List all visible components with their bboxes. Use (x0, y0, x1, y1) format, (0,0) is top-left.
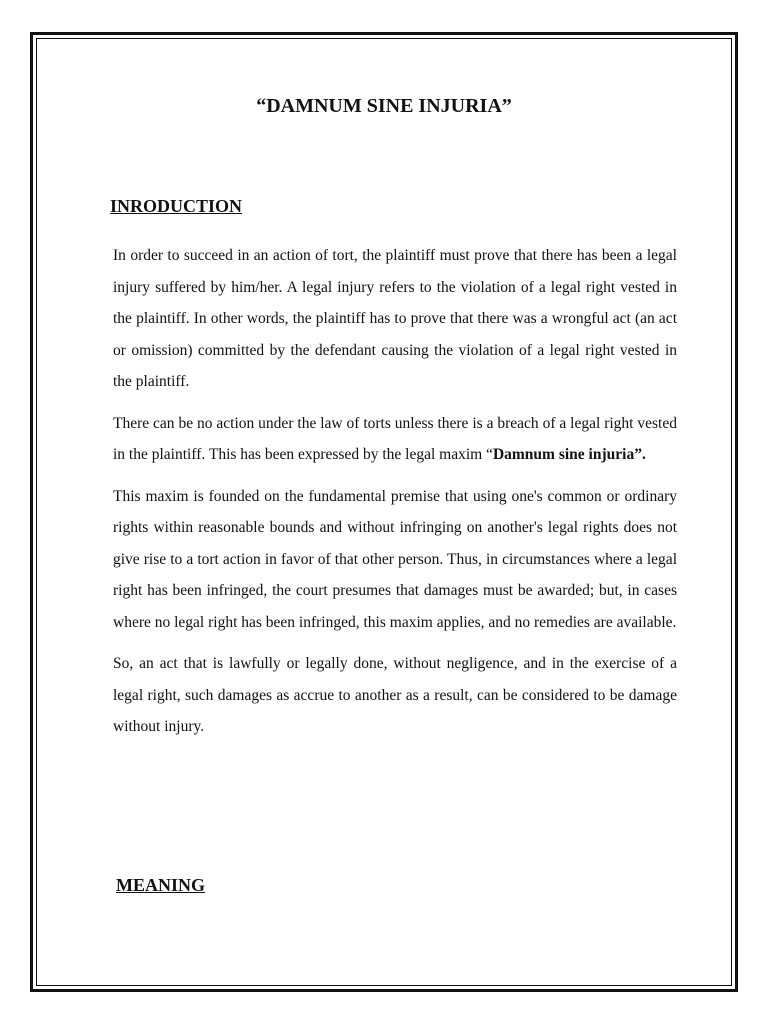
section-heading-introduction: INRODUCTION (110, 196, 243, 216)
paragraph (113, 408, 677, 471)
paragraph: This maxim is founded on the fundamental premise that using one's common or ordinary rights within reasonable bounds and without infringing on another's legal rights does not give rise to a tort action in favor of that other person. Thus, in circumstances where a legal right has been infringed, the court presumes that damages must be awarded; but, in cases where no legal right has been infringed, this maxim applies, and no remedies are available. (113, 487, 677, 631)
document-title: “DAMNUM SINE INJURIA” (256, 95, 512, 117)
paragraph-text: There can be no action under the law of torts unless there is a breach of a legal right vested in the plaintiff. This has been expressed by the legal maxim “ (113, 414, 677, 463)
section-heading-meaning: MEANING (116, 875, 205, 895)
introduction-body (113, 240, 677, 753)
maxim-term: Damnum sine injuria”. (492, 446, 646, 463)
paragraph: In order to succeed in an action of tort, the plaintiff must prove that there has been a legal injury suffered by him/her. A legal injury refers to the violation of a legal right vested in the plaintiff. In other words, the plaintiff has to prove that there was a wrongful act (an act or omission) committed by the defendant causing the violation of a legal right vested in the plaintiff. (113, 247, 677, 390)
paragraph: So, an act that is lawfully or legally done, without negligence, and in the exercise of a legal right, such damages as accrue to another as a result, can be considered to be damage without injury. (113, 655, 677, 735)
